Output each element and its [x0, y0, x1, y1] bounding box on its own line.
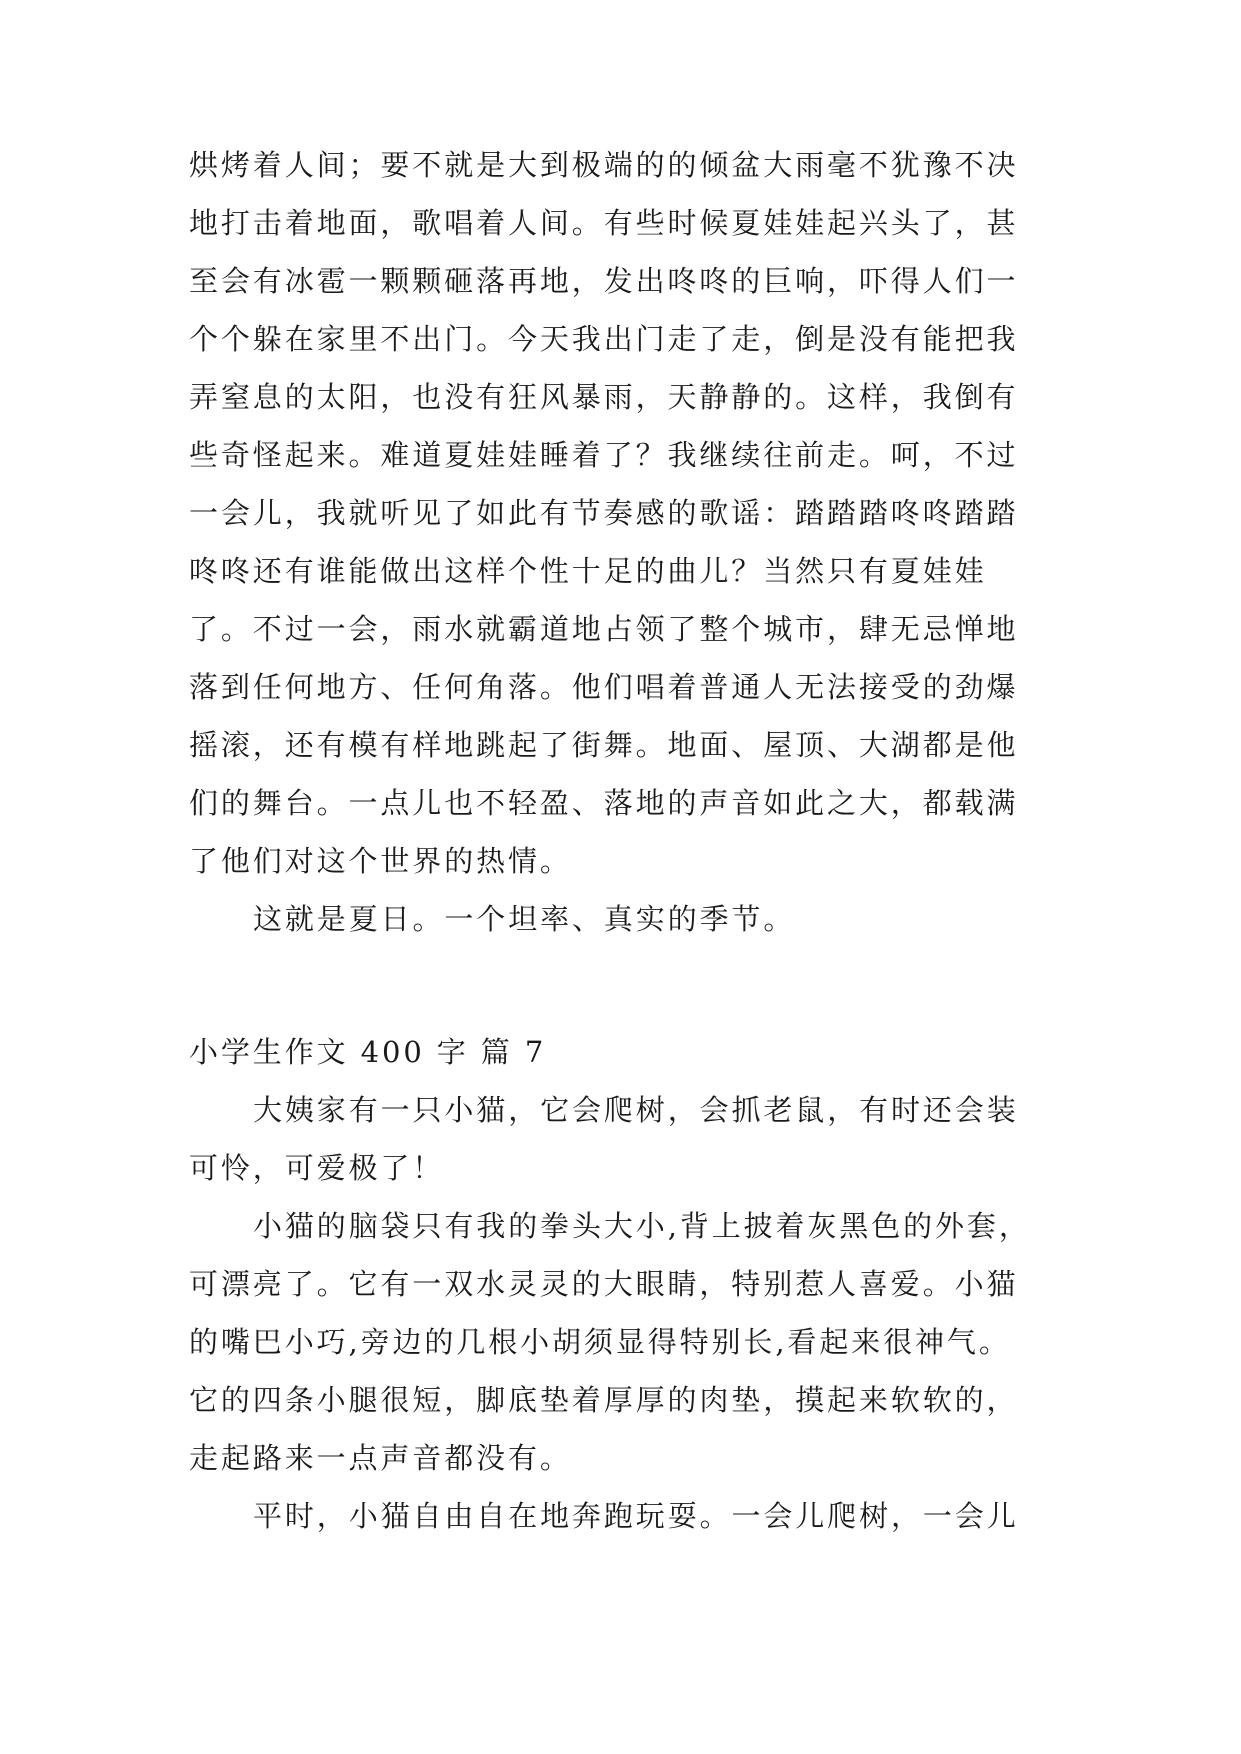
paragraph-line: 地打击着地面，歌唱着人间。有些时候夏娃娃起兴头了，甚	[189, 206, 1019, 240]
paragraph-line: 些奇怪起来。难道夏娃娃睡着了？我继续往前走。呵，不过	[189, 438, 1019, 472]
paragraph-line: 摇滚，还有模有样地跳起了街舞。地面、屋顶、大湖都是他	[189, 728, 1019, 762]
paragraph-line: 们的舞台。一点儿也不轻盈、落地的声音如此之大，都载满	[189, 786, 1019, 820]
paragraph-line: 可漂亮了。它有一双水灵灵的大眼睛，特别惹人喜爱。小猫	[189, 1267, 1019, 1301]
paragraph-line: 的嘴巴小巧,旁边的几根小胡须显得特别长,看起来很神气。	[189, 1325, 1011, 1359]
paragraph-line: 一会儿，我就听见了如此有节奏感的歌谣：踏踏踏咚咚踏踏	[189, 496, 1019, 530]
paragraph-line: 可怜，可爱极了！	[189, 1151, 445, 1185]
closing-line: 这就是夏日。一个坦率、真实的季节。	[253, 902, 796, 936]
paragraph-line: 落到任何地方、任何角落。他们唱着普通人无法接受的劲爆	[189, 670, 1019, 704]
section-heading: 小学生作文 400 字 篇 7	[189, 1035, 547, 1069]
continued-paragraph	[189, 136, 1069, 948]
paragraph-line: 了他们对这个世界的热情。	[189, 844, 572, 878]
paragraph-line: 它的四条小腿很短，脚底垫着厚厚的肉垫，摸起来软软的，	[189, 1383, 1019, 1417]
paragraph-line: 咚咚还有谁能做出这样个性十足的曲儿？当然只有夏娃娃	[189, 554, 987, 588]
paragraph-line: 小猫的脑袋只有我的拳头大小,背上披着灰黑色的外套，	[253, 1209, 1031, 1243]
paragraph-line: 弄窒息的太阳，也没有狂风暴雨，天静静的。这样，我倒有	[189, 380, 1019, 414]
paragraph-line: 至会有冰雹一颗颗砸落再地，发出咚咚的巨响，吓得人们一	[189, 264, 1019, 298]
paragraph-line: 个个躲在家里不出门。今天我出门走了走，倒是没有能把我	[189, 322, 1019, 356]
essay-section	[189, 1023, 1069, 1545]
paragraph-line: 了。不过一会，雨水就霸道地占领了整个城市，肆无忌惮地	[189, 612, 1019, 646]
paragraph-line: 烘烤着人间；要不就是大到极端的的倾盆大雨毫不犹豫不决	[189, 148, 1019, 182]
paragraph-line: 走起路来一点声音都没有。	[189, 1441, 572, 1475]
paragraph-line: 平时，小猫自由自在地奔跑玩耍。一会儿爬树，一会儿	[253, 1499, 1019, 1533]
paragraph-line: 大姨家有一只小猫，它会爬树，会抓老鼠，有时还会装	[253, 1093, 1019, 1127]
